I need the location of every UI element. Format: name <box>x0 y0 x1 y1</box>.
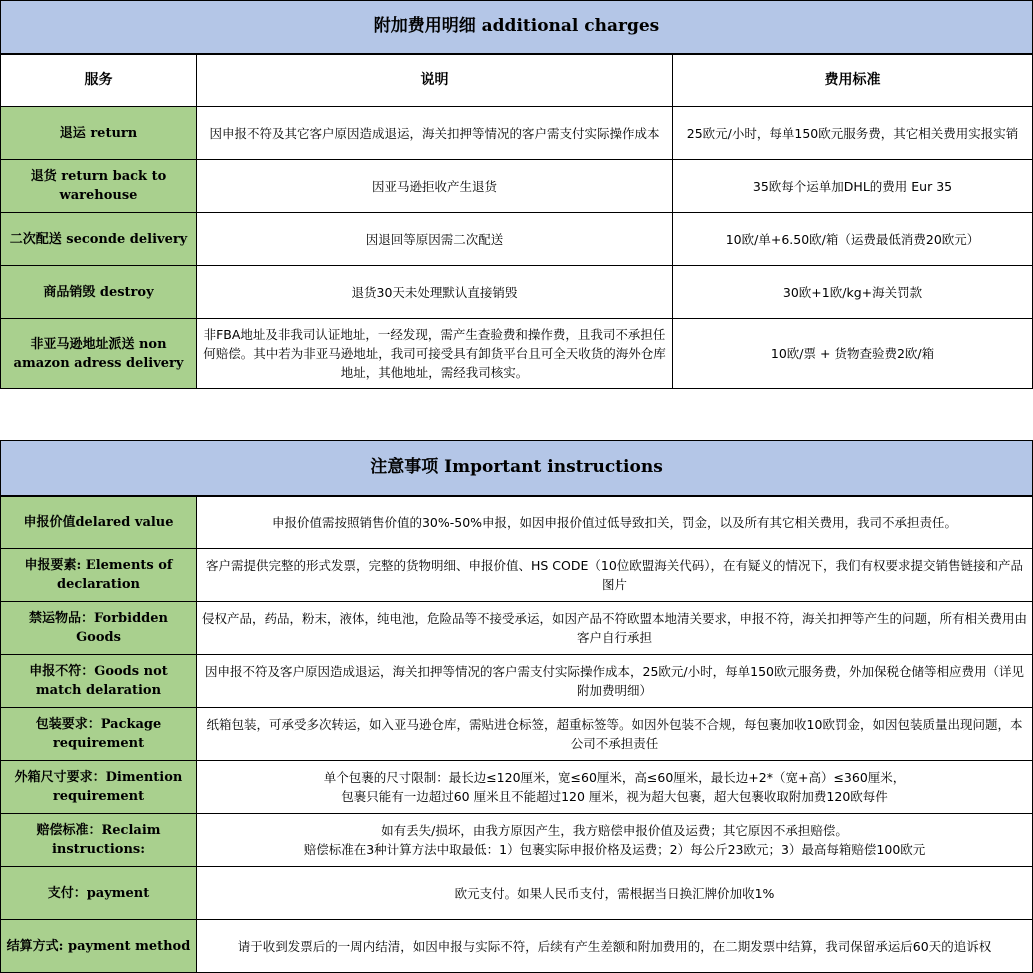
additional-charges-table <box>0 0 1033 389</box>
instruction-text: 欧元支付。如果人民币支付，需根据当日换汇牌价加收1% <box>197 867 1033 920</box>
instruction-label: 申报价值delared value <box>1 496 197 549</box>
instruction-text: 纸箱包装，可承受多次转运，如入亚马逊仓库，需贴进仓标签，超重标签等。如因外包装不合规，每包裹加收10欧罚金，如因包装质量出现问题，本公司不承担责任 <box>197 708 1033 761</box>
charge-service: 退运 return <box>1 107 197 160</box>
instruction-text: 客户需提供完整的形式发票，完整的货物明细、申报价值、HS CODE（10位欧盟海关代码），在有疑义的情况下，我们有权要求提交销售链接和产品图片 <box>197 549 1033 602</box>
charge-fee: 35欧每个运单加DHL的费用 Eur 35 <box>673 160 1033 213</box>
instruction-line: 单个包裹的尺寸限制：最长边≤120厘米，宽≤60厘米，高≤60厘米，最长边+2*（宽+高）≤360厘米， <box>323 770 906 785</box>
instruction-text: 申报价值需按照销售价值的30%-50%申报，如因申报价值过低导致扣关，罚金，以及所有其它相关费用，我司不承担责任。 <box>197 496 1033 549</box>
charge-row <box>1 266 1033 319</box>
charge-row <box>1 160 1033 213</box>
instruction-line: 如有丢失/损坏，由我方原因产生，我方赔偿申报价值及运费；其它原因不承担赔偿。 <box>381 823 848 838</box>
charge-row <box>1 319 1033 389</box>
charge-service: 非亚马逊地址派送 non amazon adress delivery <box>1 319 197 389</box>
instruction-label: 支付：payment <box>1 867 197 920</box>
instruction-row <box>1 761 1033 814</box>
charge-row <box>1 213 1033 266</box>
instruction-row <box>1 867 1033 920</box>
instruction-row <box>1 655 1033 708</box>
charges-title-row <box>1 1 1033 54</box>
instruction-text: 请于收到发票后的一周内结清，如因申报与实际不符，后续有产生差额和附加费用的，在二期发票中结算，我司保留承运后60天的追诉权 <box>197 920 1033 973</box>
instructions-table <box>0 440 1033 973</box>
instruction-text: 侵权产品，药品，粉末，液体，纯电池，危险品等不接受承运，如因产品不符欧盟本地清关要求，申报不符，海关扣押等产生的问题，所有相关费用由客户自行承担 <box>197 602 1033 655</box>
instruction-text <box>197 814 1033 867</box>
instruction-row <box>1 496 1033 549</box>
charge-row <box>1 107 1033 160</box>
charge-description: 非FBA地址及非我司认证地址，一经发现，需产生查验费和操作费，且我司不承担任何赔偿。其中若为非亚马逊地址，我司可接受具有卸货平台且可全天收货的海外仓库地址，其他地址，需经我司核实。 <box>197 319 673 389</box>
instruction-row <box>1 708 1033 761</box>
instruction-text: 因申报不符及客户原因造成退运，海关扣押等情况的客户需支付实际操作成本，25欧元/小时，每单150欧元服务费，外加保税仓储等相应费用（详见附加费明细） <box>197 655 1033 708</box>
charge-fee: 10欧/单+6.50欧/箱（运费最低消费20欧元） <box>673 213 1033 266</box>
header-service: 服务 <box>1 54 197 107</box>
instruction-row <box>1 549 1033 602</box>
instruction-row <box>1 920 1033 973</box>
charge-service: 商品销毁 destroy <box>1 266 197 319</box>
charge-service: 退货 return back to warehouse <box>1 160 197 213</box>
charge-description: 因亚马逊拒收产生退货 <box>197 160 673 213</box>
charge-service: 二次配送 seconde delivery <box>1 213 197 266</box>
charge-description: 退货30天未处理默认直接销毁 <box>197 266 673 319</box>
instruction-label: 结算方式: payment method <box>1 920 197 973</box>
instruction-row <box>1 814 1033 867</box>
instruction-label: 申报不符：Goods not match delaration <box>1 655 197 708</box>
instruction-line: 赔偿标准在3种计算方法中取最低：1）包裹实际申报价格及运费；2）每公斤23欧元；3）最高每箱赔偿100欧元 <box>303 842 926 857</box>
charge-description: 因退回等原因需二次配送 <box>197 213 673 266</box>
instruction-label: 禁运物品：Forbidden Goods <box>1 602 197 655</box>
instruction-label: 申报要素: Elements of declaration <box>1 549 197 602</box>
header-fee: 费用标准 <box>673 54 1033 107</box>
charge-description: 因申报不符及其它客户原因造成退运，海关扣押等情况的客户需支付实际操作成本 <box>197 107 673 160</box>
instruction-row <box>1 602 1033 655</box>
charge-fee: 10欧/票 + 货物查验费2欧/箱 <box>673 319 1033 389</box>
instructions-title: 注意事项 Important instructions <box>1 441 1033 496</box>
charge-fee: 25欧元/小时，每单150欧元服务费，其它相关费用实报实销 <box>673 107 1033 160</box>
charge-fee: 30欧+1欧/kg+海关罚款 <box>673 266 1033 319</box>
header-description: 说明 <box>197 54 673 107</box>
instruction-label: 外箱尺寸要求：Dimention requirement <box>1 761 197 814</box>
instruction-text <box>197 761 1033 814</box>
instruction-label: 赔偿标准：Reclaim instructions: <box>1 814 197 867</box>
charges-header-row <box>1 54 1033 107</box>
instructions-title-row <box>1 441 1033 496</box>
charges-title: 附加费用明细 additional charges <box>1 1 1033 54</box>
instruction-label: 包装要求：Package requirement <box>1 708 197 761</box>
instruction-line: 包裹只能有一边超过60 厘米且不能超过120 厘米，视为超大包裹，超大包裹收取附加费120欧每件 <box>341 789 888 804</box>
